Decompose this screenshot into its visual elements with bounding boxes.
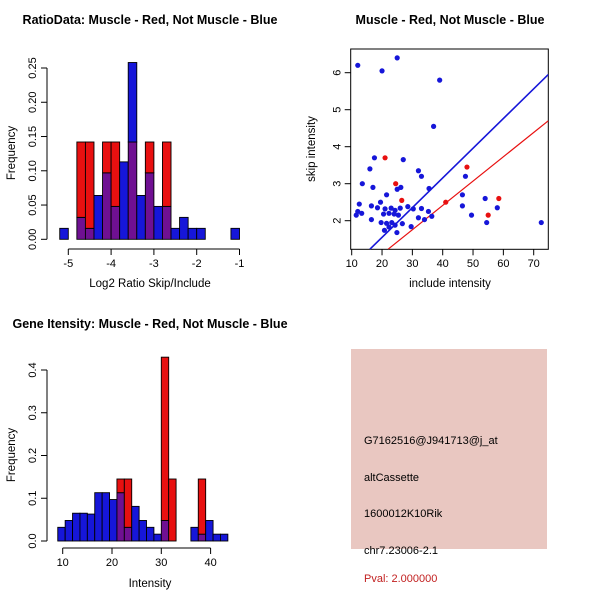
x-tick-label: 70 xyxy=(527,258,540,271)
scatter-point-blue xyxy=(400,221,405,226)
hist-bar-red xyxy=(198,479,205,534)
event-type-text: altCassette xyxy=(364,472,420,484)
scatter-point-blue xyxy=(394,230,399,235)
scatter-point-blue xyxy=(372,155,377,160)
scatter-point-blue xyxy=(379,68,384,73)
x-tick-label: 10 xyxy=(345,258,358,271)
scatter-point-blue xyxy=(437,78,442,83)
hist-bar-blue xyxy=(137,195,146,239)
scatter-point-blue xyxy=(369,203,374,208)
scatter-point-red xyxy=(382,155,387,160)
scatter-point-blue xyxy=(396,213,401,218)
hist-bar-red xyxy=(103,142,112,173)
hist-bar-blue xyxy=(102,493,109,541)
hist-bar-overlap xyxy=(198,534,205,541)
hist-bar-blue xyxy=(128,63,137,142)
scatter-point-blue xyxy=(357,201,362,206)
y-tick-label: 0.4 xyxy=(26,362,39,378)
scatter-point-blue xyxy=(378,200,383,205)
scatter-point-red xyxy=(443,200,448,205)
scatter-point-blue xyxy=(382,228,387,233)
scatter-point-blue xyxy=(398,185,403,190)
scatter-point-blue xyxy=(386,211,391,216)
probe-id-text: G7162516@J941713@j_at xyxy=(364,435,498,447)
hist-bar-blue xyxy=(180,217,189,239)
hist-bar-overlap xyxy=(162,206,171,239)
hist-bar-overlap xyxy=(103,173,112,239)
scatter-point-red xyxy=(486,213,491,218)
ratio-histogram-xlabel: Log2 Ratio Skip/Include xyxy=(89,278,211,290)
scatter-point-blue xyxy=(431,124,436,129)
hist-bar-blue xyxy=(191,527,198,541)
hist-bar-blue xyxy=(231,228,240,239)
scatter-point-blue xyxy=(386,224,391,229)
x-tick-label: -5 xyxy=(63,257,74,270)
hist-bar-blue xyxy=(95,493,102,541)
intensity-scatter-panel xyxy=(300,0,600,300)
scatter-point-blue xyxy=(416,168,421,173)
scatter-point-blue xyxy=(411,206,416,211)
y-tick-label: 6 xyxy=(331,69,344,76)
gene-intensity-histogram-title: Gene Itensity: Muscle - Red, Not Muscle - Blue xyxy=(12,317,288,331)
y-tick-label: 0.15 xyxy=(26,125,39,148)
x-tick-label: 40 xyxy=(204,556,217,569)
y-tick-label: 0.1 xyxy=(26,490,39,506)
hist-bar-red xyxy=(111,142,120,206)
y-tick-label: 0.10 xyxy=(26,160,39,182)
scatter-point-blue xyxy=(495,205,500,210)
hist-bar-blue xyxy=(206,520,213,541)
hist-bar-red xyxy=(169,479,176,541)
x-tick-label: 40 xyxy=(436,258,449,271)
scatter-point-blue xyxy=(405,204,410,209)
hist-bar-red xyxy=(77,142,86,217)
hist-bar-blue xyxy=(132,506,139,541)
hist-bar-overlap xyxy=(128,142,137,239)
y-tick-label: 3 xyxy=(331,180,344,187)
hist-bar-red xyxy=(124,479,131,527)
intensity-scatter-plot xyxy=(300,0,600,300)
scatter-point-blue xyxy=(469,213,474,218)
y-tick-label: 5 xyxy=(331,106,344,113)
ratio-histogram-panel xyxy=(0,0,300,300)
scatter-point-blue xyxy=(395,55,400,60)
hist-bar-overlap xyxy=(117,493,124,541)
red-fit-line xyxy=(388,121,548,249)
hist-bar-overlap xyxy=(111,206,120,239)
hist-bar-blue xyxy=(171,228,180,239)
hist-bar-blue xyxy=(139,520,146,541)
hist-bar-blue xyxy=(197,228,206,239)
hist-bar-overlap xyxy=(161,520,168,541)
y-tick-label: 4 xyxy=(331,143,344,150)
gene-intensity-histogram-xlabel: Intensity xyxy=(128,578,172,590)
hist-bar-blue xyxy=(94,195,103,239)
hist-bar-overlap xyxy=(85,228,94,239)
hist-bar-blue xyxy=(154,206,163,239)
ratio-histogram-plot xyxy=(0,0,300,300)
x-tick-label: -1 xyxy=(234,257,245,270)
gene-intensity-histogram-ylabel: Frequency xyxy=(6,427,18,483)
scatter-point-blue xyxy=(419,174,424,179)
hist-bar-blue xyxy=(154,534,161,541)
y-tick-label: 0.05 xyxy=(26,194,39,216)
gene-info-box xyxy=(351,349,547,585)
gene-intensity-histogram-plot xyxy=(0,300,300,600)
scatter-point-red xyxy=(399,198,404,203)
scatter-point-blue xyxy=(429,214,434,219)
hist-bar-blue xyxy=(110,500,117,541)
hist-bar-overlap xyxy=(77,217,86,239)
scatter-point-blue xyxy=(370,185,375,190)
hist-bar-blue xyxy=(147,527,154,541)
y-tick-label: 2 xyxy=(331,217,344,224)
intensity-scatter-xlabel: include intensity xyxy=(409,278,491,290)
scatter-point-blue xyxy=(367,166,372,171)
hist-bar-red xyxy=(117,479,124,493)
scatter-point-blue xyxy=(360,181,365,186)
scatter-point-blue xyxy=(379,220,384,225)
hist-bar-blue xyxy=(60,228,69,239)
y-tick-label: 0.2 xyxy=(26,447,39,464)
scatter-point-blue xyxy=(392,223,397,228)
scatter-point-blue xyxy=(398,206,403,211)
scatter-point-blue xyxy=(426,186,431,191)
x-tick-label: 20 xyxy=(105,556,119,569)
ratio-histogram-ylabel: Frequency xyxy=(6,125,18,181)
gene-info-panel xyxy=(300,300,600,600)
location-text: chr7.23006-2.1 xyxy=(364,545,438,557)
y-tick-label: 0.0 xyxy=(26,533,39,549)
hist-bar-red xyxy=(161,357,168,520)
scatter-point-blue xyxy=(460,203,465,208)
scatter-point-red xyxy=(496,196,501,201)
plot-frame xyxy=(351,49,549,249)
y-tick-label: 0.00 xyxy=(26,228,39,251)
scatter-point-blue xyxy=(426,209,431,214)
y-tick-label: 0.20 xyxy=(26,91,39,113)
hist-bar-blue xyxy=(65,520,72,541)
blue-fit-line xyxy=(370,75,548,250)
x-tick-label: 30 xyxy=(155,556,168,569)
scatter-point-blue xyxy=(359,211,364,216)
hist-bar-overlap xyxy=(145,173,154,239)
hist-bar-blue xyxy=(58,527,65,541)
scatter-point-blue xyxy=(419,206,424,211)
scatter-point-blue xyxy=(422,217,427,222)
x-tick-label: 50 xyxy=(466,258,480,271)
scatter-point-blue xyxy=(483,196,488,201)
x-tick-label: -3 xyxy=(149,257,159,270)
hist-bar-red xyxy=(85,142,94,228)
x-tick-label: -2 xyxy=(191,257,202,270)
x-tick-label: 20 xyxy=(375,258,389,271)
scatter-point-blue xyxy=(369,217,374,222)
hist-bar-blue xyxy=(120,162,129,239)
scatter-point-blue xyxy=(416,215,421,220)
scatter-point-blue xyxy=(460,192,465,197)
hist-bar-blue xyxy=(80,513,87,541)
hist-bar-blue xyxy=(73,513,80,541)
y-tick-label: 0.25 xyxy=(26,57,39,79)
hist-bar-red xyxy=(145,142,154,173)
x-tick-label: 10 xyxy=(56,556,69,569)
hist-bar-overlap xyxy=(124,527,131,541)
y-tick-label: 0.3 xyxy=(26,405,39,421)
ratio-histogram-title: RatioData: Muscle - Red, Not Muscle - Blue xyxy=(22,13,278,27)
hist-bar-blue xyxy=(220,534,227,541)
scatter-point-blue xyxy=(401,157,406,162)
x-tick-label: 60 xyxy=(497,258,510,271)
scatter-point-blue xyxy=(384,192,389,197)
intensity-scatter-ylabel: skip intensity xyxy=(306,116,318,182)
scatter-point-blue xyxy=(382,206,387,211)
x-tick-label: -4 xyxy=(106,257,116,270)
pval-text: Pval: 2.000000 xyxy=(364,573,438,585)
scatter-point-red xyxy=(464,164,469,169)
scatter-point-blue xyxy=(381,211,386,216)
gene-symbol-text: 1600012K10Rik xyxy=(364,508,443,520)
scatter-point-blue xyxy=(355,63,360,68)
x-tick-label: 30 xyxy=(406,258,419,271)
intensity-scatter-title: Muscle - Red, Not Muscle - Blue xyxy=(355,13,545,27)
scatter-point-blue xyxy=(375,205,380,210)
hist-bar-blue xyxy=(213,534,220,541)
scatter-point-red xyxy=(393,181,398,186)
scatter-point-blue xyxy=(354,213,359,218)
hist-bar-red xyxy=(162,142,171,206)
hist-bar-blue xyxy=(188,228,197,239)
scatter-point-blue xyxy=(539,220,544,225)
scatter-point-blue xyxy=(484,220,489,225)
hist-bar-blue xyxy=(87,514,94,541)
scatter-point-blue xyxy=(463,174,468,179)
scatter-point-blue xyxy=(409,224,414,229)
gene-intensity-histogram-panel xyxy=(0,300,300,600)
